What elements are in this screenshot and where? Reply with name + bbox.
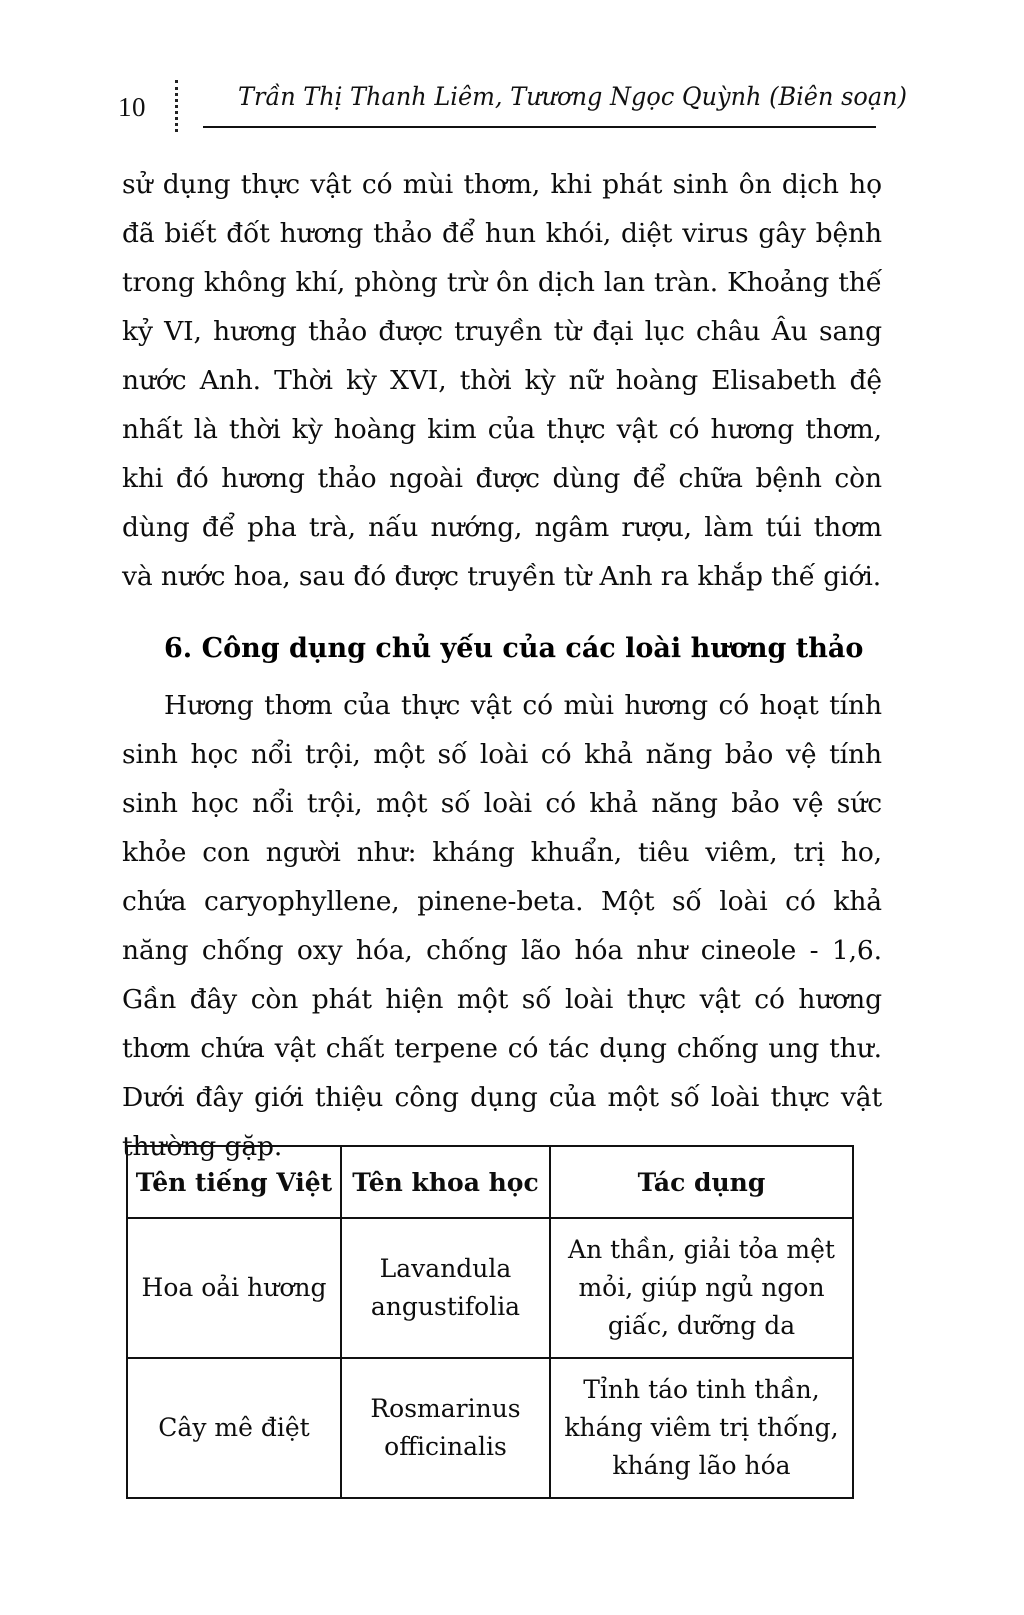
page-header [118, 80, 907, 140]
header-vertical-divider [175, 80, 178, 132]
paragraph-2: Hương thơm của thực vật có mùi hương có hoạt tính sinh học nổi trội, một số loài có khả năng bảo vệ tính sinh học nổi trội, một số loài có khả năng bảo vệ sức khỏe con người như: kháng khuẩn, tiêu viêm, trị ho, chứa caryophyllene, pinene-beta. Một số loài có khả năng chống oxy hóa, chống lão hóa như cineole - 1,6. Gần đây còn phát hiện một số loài thực vật có hương thơm chứa vật chất terpene có tác dụng chống ung thư. Dưới đây giới thiệu công dụng của một số loài thực vật thường gặp. [122, 690, 882, 1162]
herb-table [126, 1145, 854, 1499]
table-header-row [127, 1146, 853, 1218]
header-horizontal-rule [203, 126, 876, 128]
table-header-effect: Tác dụng [550, 1146, 853, 1218]
herb-table-container [126, 1145, 852, 1499]
table-header-scientific-name: Tên khoa học [341, 1146, 550, 1218]
paragraph-1: sử dụng thực vật có mùi thơm, khi phát sinh ôn dịch họ đã biết đốt hương thảo để hun khói, diệt virus gây bệnh trong không khí, phòng trừ ôn dịch lan tràn. Khoảng thế kỷ VI, hương thảo được truyền từ đại lục châu Âu sang nước Anh. Thời kỳ XVI, thời kỳ nữ hoàng Elisabeth đệ nhất là thời kỳ hoàng kim của thực vật có hương thơm, khi đó hương thảo ngoài được dùng để chữa bệnh còn dùng để pha trà, nấu nướng, ngâm rượu, làm túi thơm và nước hoa, sau đó được truyền từ Anh ra khắp thế giới. [122, 169, 882, 592]
page-content [122, 160, 882, 1171]
table-row [127, 1218, 853, 1358]
cell-vietnamese-name: Cây mê điệt [127, 1358, 341, 1498]
running-title: Trần Thị Thanh Liêm, Tưương Ngọc Quỳnh (Biên soạn) [238, 82, 907, 111]
cell-vietnamese-name: Hoa oải hương [127, 1218, 341, 1358]
page-number: 10 [118, 92, 146, 122]
table-header-vietnamese-name: Tên tiếng Việt [127, 1146, 341, 1218]
cell-effect: Tỉnh táo tinh thần, kháng viêm trị thống, kháng lão hóa [550, 1358, 853, 1498]
cell-effect: An thần, giải tỏa mệt mỏi, giúp ngủ ngon giấc, dưỡng da [550, 1218, 853, 1358]
cell-scientific-name: Rosmarinus officinalis [341, 1358, 550, 1498]
table-row [127, 1358, 853, 1498]
cell-scientific-name: Lavandula angustifolia [341, 1218, 550, 1358]
section-heading-6: 6. Công dụng chủ yếu của các loài hương thảo [164, 633, 864, 664]
